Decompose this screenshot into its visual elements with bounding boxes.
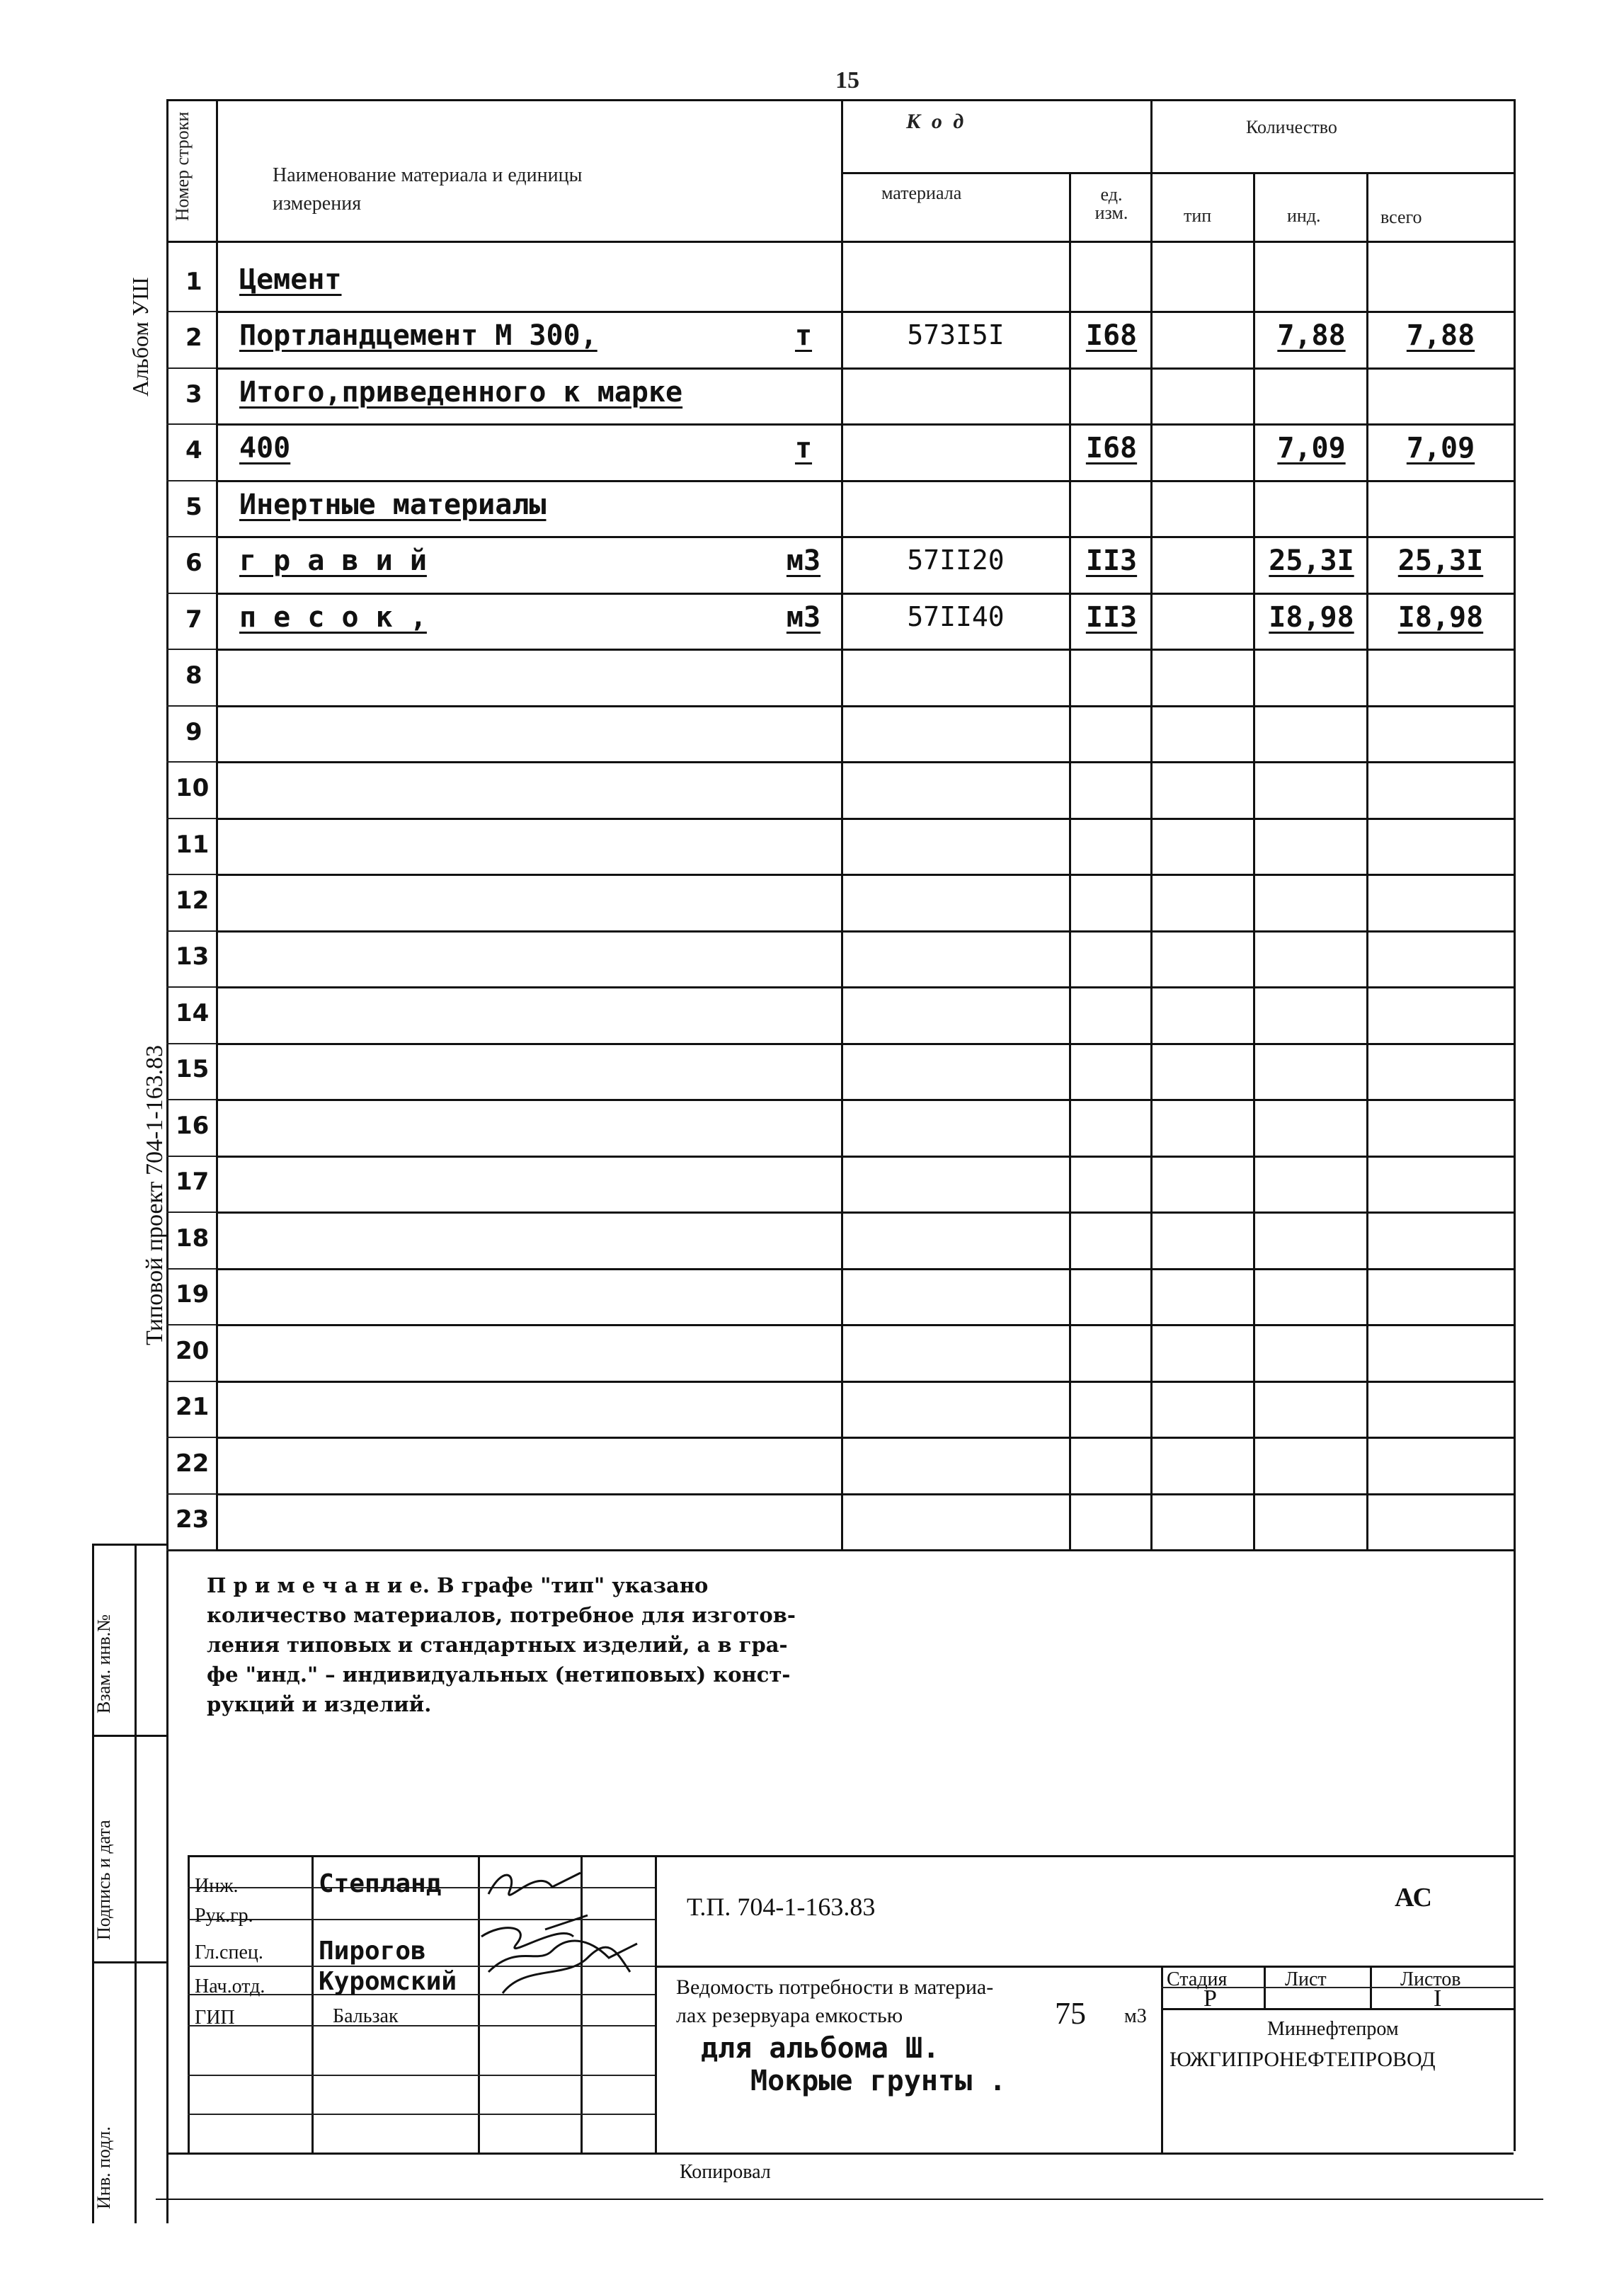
cell-unit: м3 — [786, 601, 821, 634]
doc-desc-2: лах резервуара емкостью — [676, 2004, 903, 2027]
row-number: 10 — [176, 774, 210, 802]
header-q-total: всего — [1380, 207, 1422, 227]
row-number: 23 — [176, 1505, 210, 1534]
project-label: Типовой проект 704-1-163.83 — [142, 1044, 168, 1345]
row-number: 15 — [176, 1055, 210, 1083]
stamp-inv-podl: Инв. подл. — [93, 2126, 114, 2209]
row-number: 17 — [176, 1168, 210, 1196]
signer-name: Бальзак — [333, 2005, 399, 2027]
cell-name: Итого,приведенного к марке — [239, 376, 683, 409]
cell-ind: 7,88 — [1277, 319, 1346, 352]
org-institute: ЮЖГИПРОНЕФТЕПРОВОД — [1170, 2048, 1436, 2071]
role-label: Гл.спец. — [195, 1942, 263, 1963]
stage-value: Р — [1203, 1985, 1217, 2012]
cell-ucode: I68 — [1085, 319, 1138, 352]
doc-desc-3: для альбома Ш. — [701, 2032, 940, 2065]
stamp-signature-date: Подпись и дата — [93, 1820, 114, 1940]
doc-mark: АС — [1395, 1883, 1432, 1912]
row-number: 1 — [185, 268, 202, 296]
album-label: Альбом УШ — [127, 277, 153, 397]
header-code-material: материала — [881, 183, 962, 203]
cell-code: 573I5I — [907, 319, 1005, 350]
org-ministry: Миннефтепром — [1267, 2018, 1399, 2040]
doc-desc-4: Мокрые грунты . — [750, 2065, 1007, 2097]
role-label: Нач.отд. — [195, 1975, 265, 1997]
cell-name: Цемент — [239, 263, 342, 296]
row-number: 19 — [176, 1280, 210, 1309]
row-number: 20 — [176, 1337, 210, 1365]
sheets-label: Листов — [1400, 1968, 1461, 1990]
row-number: 8 — [185, 661, 202, 690]
role-label: Рук.гр. — [195, 1905, 253, 1927]
cell-ucode: I68 — [1085, 432, 1138, 464]
cell-ind: 7,09 — [1277, 432, 1346, 464]
footer-copied: Копировал — [680, 2161, 771, 2183]
doc-volume-unit: м3 — [1124, 2005, 1147, 2027]
signer-name: Куромский — [319, 1967, 457, 1996]
cell-code: 57II40 — [907, 601, 1005, 632]
row-number: 6 — [185, 549, 202, 577]
role-label: ГИП — [195, 2007, 235, 2029]
cell-ucode: II3 — [1085, 545, 1138, 577]
cell-name: п е с о к , — [239, 601, 427, 634]
header-row-number: Номер строки — [172, 111, 193, 222]
doc-desc-1: Ведомость потребности в материа- — [676, 1975, 994, 1999]
row-number: 3 — [185, 380, 202, 409]
page-number: 15 — [835, 67, 859, 93]
sheet-label: Лист — [1285, 1968, 1327, 1990]
header-quantity: Количество — [1246, 117, 1337, 137]
row-number: 11 — [176, 831, 210, 859]
stage-label: Стадия — [1167, 1968, 1228, 1990]
row-number: 12 — [176, 886, 210, 915]
header-code-unit: ед. изм. — [1094, 184, 1128, 223]
header-q-ind: инд. — [1287, 205, 1321, 226]
row-number: 22 — [176, 1449, 210, 1478]
row-number: 5 — [185, 493, 202, 521]
cell-name: 400 — [239, 432, 291, 464]
row-number: 2 — [185, 324, 202, 352]
signer-name: Степланд — [319, 1869, 442, 1898]
row-number: 9 — [185, 718, 202, 746]
note-line: фе "инд." – индивидуальных (нетиповых) конст- — [207, 1663, 791, 1687]
sheets-value: I — [1434, 1985, 1442, 2012]
stamp-vzam-inv: Взам. инв.№ — [93, 1614, 114, 1714]
header-q-type: тип — [1184, 205, 1212, 226]
cell-total: I8,98 — [1397, 601, 1484, 634]
cell-ind: 25,3I — [1269, 545, 1354, 577]
doc-code: Т.П. 704-1-163.83 — [687, 1893, 876, 1921]
cell-ucode: II3 — [1085, 601, 1138, 634]
signatures — [474, 1859, 658, 2000]
note-line: количество материалов, потребное для изготов- — [207, 1603, 796, 1627]
signer-name: Пирогов — [319, 1937, 426, 1966]
cell-name: г р а в и й — [239, 545, 427, 577]
row-number: 7 — [185, 605, 202, 634]
note-line: рукций и изделий. — [207, 1692, 432, 1716]
cell-unit: т — [794, 432, 813, 464]
cell-unit: м3 — [786, 545, 821, 577]
doc-volume: 75 — [1055, 1996, 1086, 2031]
row-number: 4 — [185, 436, 202, 464]
cell-total: 25,3I — [1397, 545, 1484, 577]
cell-total: 7,88 — [1406, 319, 1475, 352]
row-number: 13 — [176, 942, 210, 971]
cell-total: 7,09 — [1406, 432, 1475, 464]
cell-ind: I8,98 — [1269, 601, 1354, 634]
row-number: 21 — [176, 1393, 210, 1421]
cell-unit: т — [794, 319, 813, 352]
header-name: Наименование материала и единицы измерения — [273, 164, 583, 215]
row-number: 14 — [176, 999, 210, 1027]
cell-name: Инертные материалы — [239, 489, 547, 521]
row-number: 18 — [176, 1224, 210, 1253]
header-code: К о д — [906, 110, 967, 133]
cell-code: 57II20 — [907, 545, 1005, 576]
cell-name: Портландцемент М 300, — [239, 319, 597, 352]
note-block — [207, 1570, 915, 1719]
note-line: ления типовых и стандартных изделий, а в гра- — [207, 1633, 788, 1657]
row-number: 16 — [176, 1112, 210, 1140]
note-line: П р и м е ч а н и е. В графе "тип" указано — [207, 1573, 709, 1597]
role-label: Инж. — [195, 1875, 239, 1897]
